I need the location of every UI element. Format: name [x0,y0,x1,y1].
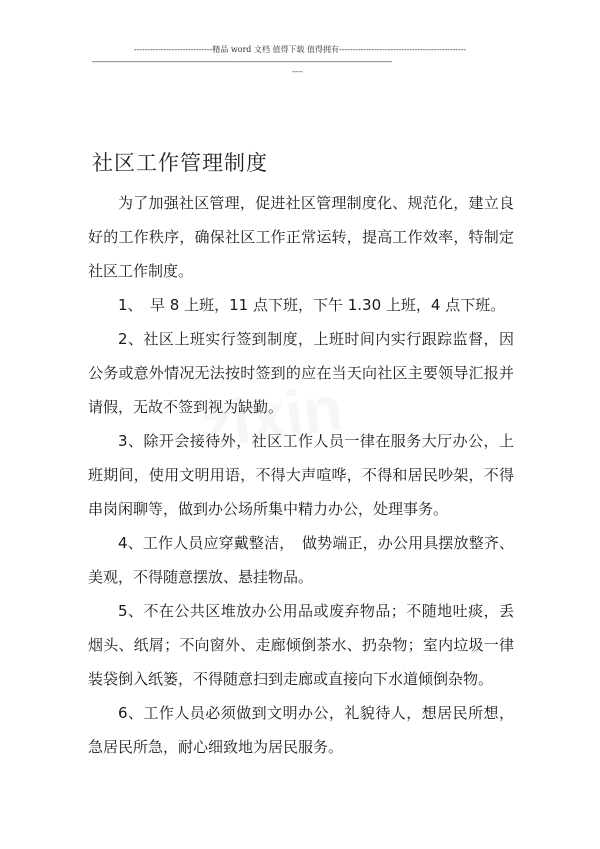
paragraph-rule-3: 3、除开会接待外，社区工作人员一律在服务大厅办公，上班期间，使用文明用语，不得大声喧哗，不得和居民吵架，不得串岗闲聊等，做到办公场所集中精力办公，处理事务。 [88,432,514,518]
paragraph-rule-6: 6、工作人员必须做到文明办公，礼貌待人，想居民所想，急居民所急，耐心细致地为居民服务。 [88,704,514,756]
paragraph-rule-5: 5、不在公共区堆放办公用品或废弃物品；不随地吐痰，丢烟头、纸屑；不向窗外、走廊倾倒茶水、扔杂物；室内垃圾一律装袋倒入纸篓，不得随意扫到走廊或直接向下水道倾倒杂物。 [88,602,514,688]
paragraph-intro: 为了加强社区管理，促进社区管理制度化、规范化，建立良好的工作秩序，确保社区工作正常运转，提高工作效率，特制定社区工作制度。 [88,194,514,280]
paragraph-rule-2: 2、社区上班实行签到制度，上班时间内实行跟踪监督，因公务或意外情况无法按时签到的应在当天向社区主要领导汇报并请假，无故不签到视为缺勤。 [88,330,514,416]
paragraph-rule-1: 1、 早 8 上班，11 点下班，下午 1.30 上班，4 点下班。 [118,296,506,314]
page-title: 社区工作管理制度 [92,151,268,175]
header-banner: -----------------------------精品 word 文档 值得下载 值得拥有----------------------------------------------- [133,45,467,54]
document-body [88,186,514,764]
paragraph-rule-4: 4、工作人员应穿戴整洁， 做势端正，办公用具摆放整齐、美观，不得随意摆放、悬挂物品。 [88,534,514,586]
header-divider-tail: ---- [292,67,303,76]
header-divider: ---------------------------------------------------------------------------------------------------------------------------------------- [92,57,392,66]
